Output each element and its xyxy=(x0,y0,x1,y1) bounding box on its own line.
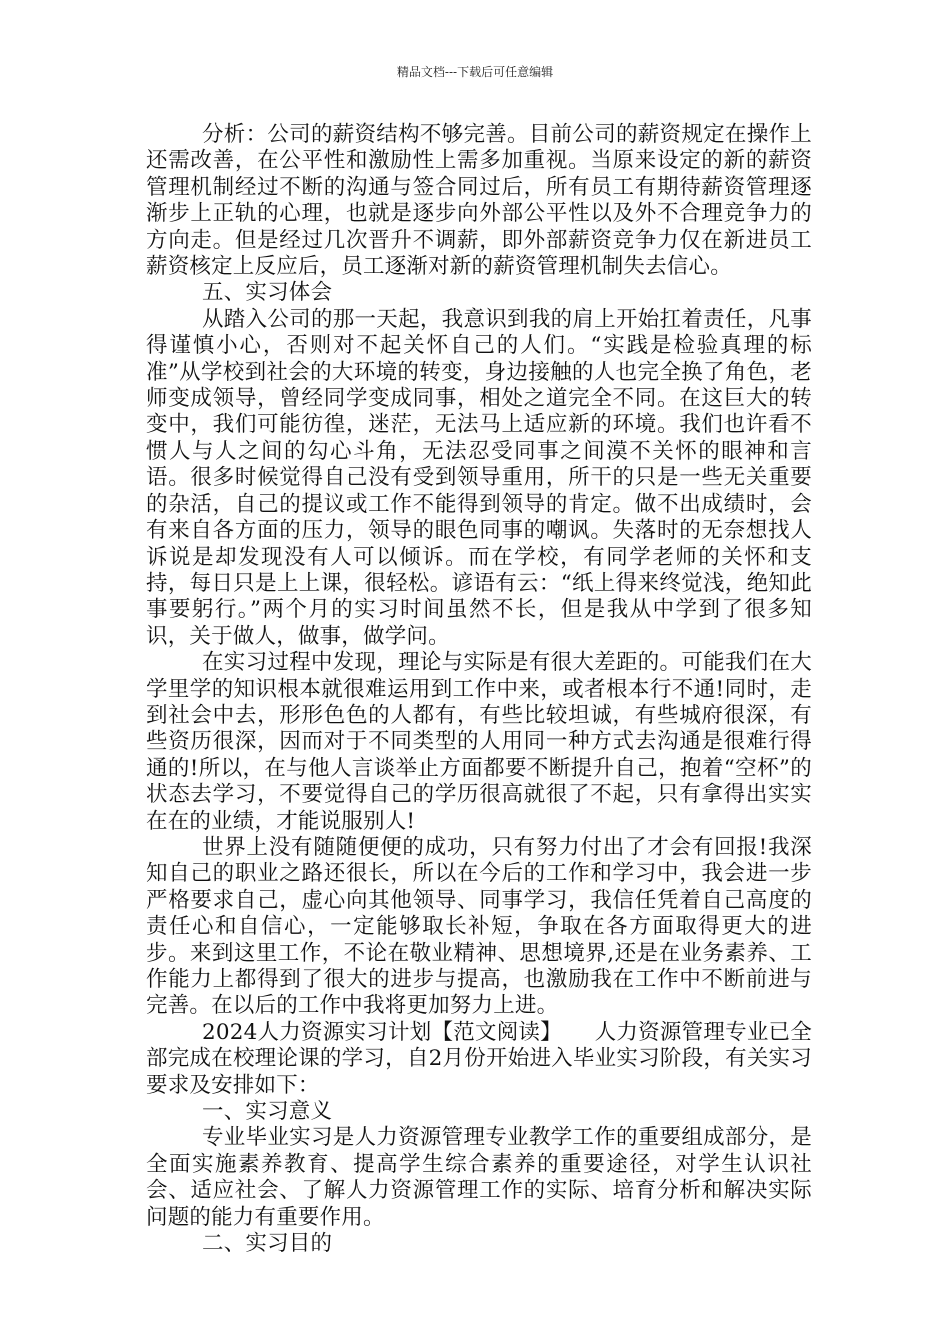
section-heading-internship-purpose: 二、实习目的 xyxy=(202,1231,333,1257)
document-body xyxy=(146,122,812,1257)
paragraph-analysis: 分析：公司的薪资结构不够完善。目前公司的薪资规定在操作上还需改善，在公平性和激励性上需多加重视。当原来设定的新的薪资管理机制经过不断的沟通与签合同过后，所有员工有期待薪资管理逐渐步上正轨的心理，也就是逐步向外部公平性以及外不合理竞争力的方向走。但是经过几次晋升不调薪，即外部薪资竞争力仅在新进员工薪资核定上反应后，员工逐渐对新的薪资管理机制失去信心。 xyxy=(146,122,812,280)
paragraph-significance: 专业毕业实习是人力资源管理专业教学工作的重要组成部分，是全面实施素养教育、提高学生综合素养的重要途径，对学生认识社会、适应社会、了解人力资源管理工作的实际、培育分析和解决实际问题的能力有重要作用。 xyxy=(146,1125,812,1230)
section-heading-internship-experience: 五、实习体会 xyxy=(202,280,333,306)
page-header: 精品文档---下载后可任意编辑 xyxy=(396,65,554,79)
paragraph-theory-practice: 在实习过程中发现，理论与实际是有很大差距的。可能我们在大学里学的知识根本就很难运用到工作中来，或者根本行不通!同时，走到社会中去，形形色色的人都有，有些比较坦诚，有些城府很深，有些资历很深，因而对于不同类型的人用同一种方式去沟通是很难行得通的!所以，在与他人言谈举止方面都要不断提升自己，抱着“空杯”的状态去学习，不要觉得自己的学历很高就很了不起，只有拿得出实实在在的业绩，才能说服别人! xyxy=(146,650,812,834)
paragraph-plan-intro: 2024人力资源实习计划【范文阅读】 人力资源管理专业已全部完成在校理论课的学习，自2月份开始进入毕业实习阶段，有关实习要求及安排如下： xyxy=(146,1019,812,1098)
paragraph-success-effort: 世界上没有随随便便的成功，只有努力付出了才会有回报!我深知自己的职业之路还很长，所以在今后的工作和学习中，我会进一步严格要求自己，虚心向其他领导、同事学习，我信任凭着自己高度的责任心和自信心，一定能够取长补短，争取在各方面取得更大的进步。来到这里工作，不论在敬业精神、思想境界,还是在业务素养、工作能力上都得到了很大的进步与提高，也激励我在工作中不断前进与完善。在以后的工作中我将更加努力上进。 xyxy=(146,834,812,1019)
section-heading-internship-significance: 一、实习意义 xyxy=(202,1099,333,1125)
paragraph-experience-intro: 从踏入公司的那一天起，我意识到我的肩上开始扛着责任，凡事得谨慎小心，否则对不起关怀自己的人们。“实践是检验真理的标准”从学校到社会的大环境的转变，身边接触的人也完全换了角色，老师变成领导，曾经同学变成同事，相处之道完全不同。在这巨大的转变中，我们可能彷徨，迷茫，无法马上适应新的环境。我们也许看不惯人与人之间的勾心斗角，无法忍受同事之间漠不关怀的眼神和言语。很多时候觉得自己没有受到领导重用，所干的只是一些无关重要的杂活，自己的提议或工作不能得到领导的肯定。做不出成绩时，会有来自各方面的压力，领导的眼色同事的嘲讽。失落时的无奈想找人诉说是却发现没有人可以倾诉。而在学校，有同学老师的关怀和支持，每日只是上上课，很轻松。谚语有云：“纸上得来终觉浅，绝知此事要躬行。”两个月的实习时间虽然不长，但是我从中学到了很多知识，关于做人，做事，做学问。 xyxy=(146,306,812,649)
